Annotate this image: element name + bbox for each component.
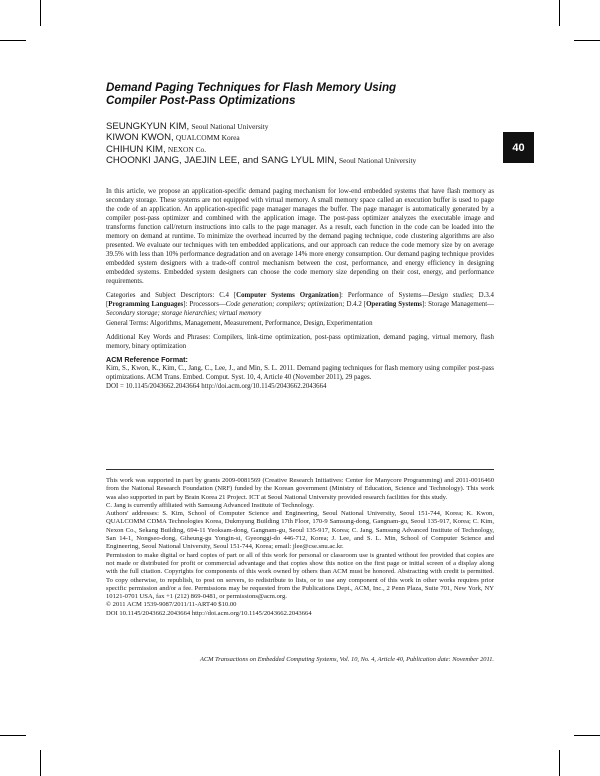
ccs-d34-italic: Code generation; compilers; optimization; [225, 300, 345, 308]
crop-mark [40, 0, 41, 26]
footnote-copyright: © 2011 ACM 1539-9087/2011/11-ART40 $10.00 [106, 601, 237, 609]
footnote-addresses: Authors' addresses: S. Kim, School of Computer Science and Engineering, Seoul National University, Seoul 151-744, Korea; K. Kwon, QUALCOMM CDMA Technologies Korea, Dukmyung Building 17th Floor, 170-9 Samsung-dong, Gangnam-gu, Seoul 135-917, Korea; C. Kim, Nexon Co., Sekang Building, 694-11 Yeoksam-dong, Gangnam-gu, Seoul 135-917, Korea; C. Jang, Samsung Advanced Institute of Technology, San 14-1, Nongseo-dong, Giheung-gu Yongin-si, Gyeonggi-do 446-712, Korea; J. Lee, and S. L. Min, School of Computer Science and Engineering, Seoul National University, Seoul 151-744, Korea; email: jlee@cse.snu.ac.kr. [106, 510, 494, 551]
author-names: CHOONKI JANG, JAEJIN LEE, and SANG LYUL MIN, [106, 154, 337, 166]
acm-reference-doi: DOI = 10.1145/2043662.2043664 http://doi.acm.org/10.1145/2043662.2043664 [106, 382, 327, 390]
article-number-tab: 40 [503, 132, 534, 163]
ccs-c4-italic: Design studies [428, 292, 472, 299]
ccs-d34-rest: ]: Processors— [183, 300, 226, 308]
crop-mark [40, 750, 41, 776]
author-names: KIWON KWON, [106, 132, 174, 144]
running-footer: ACM Transactions on Embedded Computing Systems, Vol. 10, No. 4, Article 40, Publication date: November 2011. [199, 656, 494, 663]
footnote-funding: This work was supported in part by grants 2009-0081569 (Creative Research Initiatives: Center for Manycore Programming) and 2011-0016460 from the National Research Foundation (NRF) funded by the Korean government (Ministry of Education, Science and Technology). This work was also supported in part by Brain Korea 21 Project. ICT at Seoul National University provided research facilities for this study. [106, 477, 494, 501]
ccs-d42: Operating Systems [366, 300, 422, 308]
footnote-permission: Permission to make digital or hard copies of part or all of this work for personal or classroom use is granted without fee provided that copies are not made or distributed for profit or commercial advantage and that copies show this notice on the first page or initial screen of a display along with the full citation. Copyrights for components of this work owned by others than ACM must be honored. Abstracting with credit is permitted. To copy otherwise, to republish, to post on servers, to redistribute to lists, or to use any component of this work in other works requires prior specific permission and/or a fee. Permissions may be requested from the Publications Dept., ACM, Inc., 2 Penn Plaza, Suite 701, New York, NY 10121-0701 USA, fax +1 (212) 869-0481, or permissions@acm.org. [106, 551, 494, 601]
ccs-d42-italic: Secondary storage; storage hierarchies; virtual memory [106, 309, 262, 317]
footnote-affiliation: C. Jang is currently affiliated with Samsung Advanced Institute of Technology. [106, 501, 314, 509]
ccs-c4: Computer Systems Organization [236, 292, 339, 299]
ccs-d42-rest: ]: Storage Management— [422, 300, 495, 308]
ccs-c4-rest: ]: Performance of Systems— [338, 292, 429, 299]
crop-mark [0, 735, 26, 736]
author-line [106, 121, 486, 132]
acm-reference [106, 356, 494, 392]
author-line [106, 132, 486, 143]
crop-mark [559, 0, 560, 26]
footnote-rule [106, 469, 494, 470]
ccs-descriptors [106, 292, 494, 319]
footnote-doi: DOI 10.1145/2043662.2043664 http://doi.acm.org/10.1145/2043662.2043664 [106, 609, 312, 617]
crop-mark [0, 40, 26, 41]
ccs-d42-lead: D.4.2 [ [344, 300, 367, 308]
ccs-d34-lead: ; D.3.4 [ [106, 292, 494, 308]
general-terms: General Terms: Algorithms, Management, Measurement, Performance, Design, Experimentation [106, 320, 373, 327]
acm-reference-citation: Kim, S., Kwon, K., Kim, C., Jang, C., Lee, J., and Min, S. L. 2011. Demand paging techniques for flash memory using compiler post-pass optimizations. ACM Trans. Embed. Comput. Syst. 10, 4, Article 40 (November 2011), 29 pages. [106, 364, 494, 381]
author-names: SEUNGKYUN KIM, [106, 121, 190, 132]
paper-title: Demand Paging Techniques for Flash Memory Using Compiler Post-Pass Optimizations [106, 81, 397, 107]
author-line [106, 155, 486, 166]
author-affiliation: QUALCOMM Korea [175, 133, 240, 143]
ccs-lead: Categories and Subject Descriptors: C.4 [ [106, 292, 237, 299]
crop-mark [559, 750, 560, 776]
author-affiliation: Seoul National University [191, 122, 269, 131]
keywords: Additional Key Words and Phrases: Compilers, link-time optimization, post-pass optimization, demand paging, virtual memory, flash memory, binary optimization [106, 334, 494, 350]
footnotes [106, 477, 494, 618]
acm-reference-heading: ACM Reference Format: [106, 355, 188, 364]
author-line [106, 144, 486, 155]
crop-mark [574, 735, 600, 736]
author-names: CHIHUN KIM, [106, 143, 166, 155]
ccs-d34: Programming Languages [108, 300, 184, 308]
author-affiliation: NEXON Co. [167, 144, 207, 154]
crop-mark [574, 40, 600, 41]
author-list [106, 121, 486, 166]
abstract: In this article, we propose an application-specific demand paging mechanism for low-end embedded systems that have flash memory as secondary storage. These systems are not equipped with virtual memory. A small memory space called an execution buffer is used to page the code of an application. An application-specific page manager manages the buffer. The page manager is automatically generated by a compiler post-pass optimizer and combined with the application image. The post-pass optimizer analyzes the executable image and transforms function call/return instructions into calls to the page manager. As a result, each function in the code can be loaded into the memory on demand at runtime. To minimize the overhead incurred by the demand paging technique, code clustering algorithms are also presented. We evaluate our techniques with ten embedded applications, and our approach can reduce the code memory size by on average 39.5% with less than 10% performance degradation and on average 14% more energy consumption. Our demand paging technique provides embedded system designers with a trade-off control mechanism between the cost, performance, and energy efficiency in designing embedded systems. Embedded system designers can choose the code memory size depending on their cost, energy, and performance requirements. [106, 188, 494, 285]
author-affiliation: Seoul National University [339, 155, 417, 165]
